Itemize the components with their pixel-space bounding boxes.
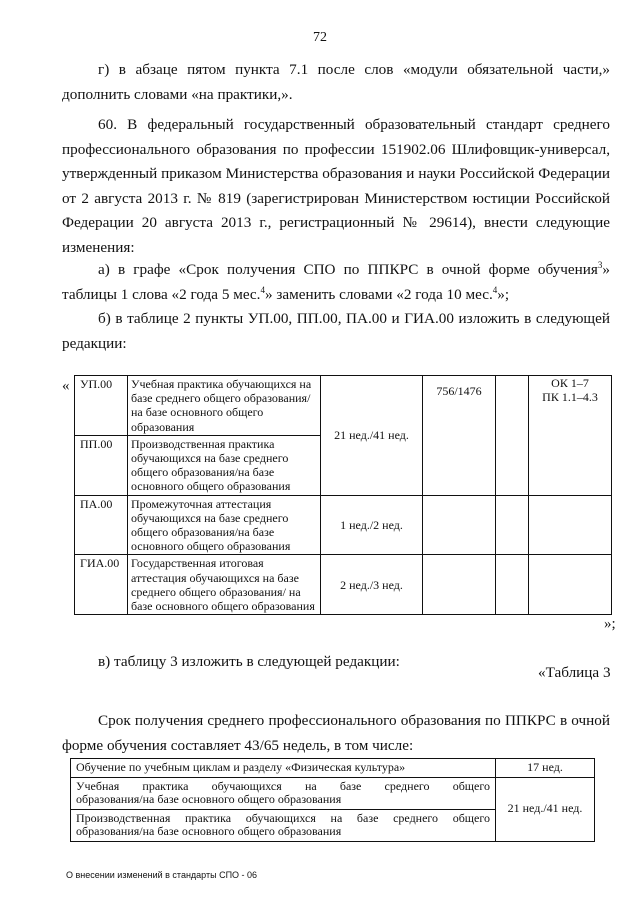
hours-cell: 756/1476 [423,376,496,496]
paragraph-line: 60. В федеральный государственный образовательный стандарт среднего [98,116,610,133]
footer-note: О внесении изменений в стандарты СПО - 06 [66,870,258,880]
caption-line: Срок получения среднего профессионального образования по ППКРС в очной [98,712,610,729]
paragraph-v [62,650,610,675]
row-description: Учебная практика обучающихся на базе среднего общего образования/на базе основного общего образования [128,376,321,436]
page-number: 72 [313,30,327,45]
caption-line: форме обучения составляет 43/65 недель, в том числе: [62,736,414,754]
table-row [75,495,612,555]
hours-cell [423,495,496,555]
quote-close: »; [604,616,616,632]
row-text-line: Учебная практика обучающихся на базе среднего общего [76,778,490,793]
empty-cell [496,495,529,555]
paragraph-60 [62,113,610,260]
duration-cell: 21 нед./41 нед. [321,376,423,496]
table-row [75,376,612,436]
row-text-line: Производственная практика обучающихся на базе среднего общего [76,810,490,825]
paragraph-line: Федерации 20 августа 2013 г., регистрационный № 29614), внести следующие [62,214,610,231]
table-3-label: «Таблица 3 [538,664,611,681]
row-description: Промежуточная аттестация обучающихся на базе среднего общего образования/на базе основного общего образования [128,495,321,555]
row-value: 21 нед./41 нед. [496,777,595,841]
duration-cell: 2 нед./3 нед. [321,555,423,615]
table-row [71,777,595,809]
table-2-excerpt [74,375,612,615]
row-text [71,777,496,809]
row-text: Обучение по учебным циклам и разделу «Физическая культура» [71,759,496,778]
hours-cell [423,555,496,615]
competencies-cell [529,555,612,615]
paragraph-line: таблицы 1 слова «2 года 5 мес.$^4$» заменить словами «2 года 10 мес.$^4$»; [62,284,510,303]
paragraph-line: редакции: [62,334,127,352]
table-3 [70,758,595,842]
paragraph-line: профессионального образования по профессии 151902.06 Шлифовщик-универсал, [62,140,610,158]
paragraph-g [62,58,610,107]
row-value: 17 нед. [496,759,595,778]
competencies-cell [529,376,612,496]
table-row [71,759,595,778]
row-code: ПА.00 [75,495,128,555]
empty-cell [496,376,529,496]
row-text-line: образования/на базе основного общего образования [76,824,342,838]
competency-ok: ОК 1–7 [551,376,589,390]
paragraph-line: изменения: [62,238,135,256]
empty-cell [496,555,529,615]
competency-pk: ПК 1.1–4.3 [542,390,598,405]
row-code: УП.00 [75,376,128,436]
row-description: Производственная практика обучающихся на базе среднего общего образования/на базе основного общего образования [128,435,321,495]
duration-cell: 1 нед./2 нед. [321,495,423,555]
row-text [71,809,496,841]
paragraph-line: от 2 августа 2013 г. № 819 (зарегистрирован Министерством юстиции Российской [62,189,610,207]
row-code: ГИА.00 [75,555,128,615]
paragraph-line: а) в графе «Срок получения СПО по ППКРС в очной форме обучения$^3$» [98,259,610,278]
row-description: Государственная итоговая аттестация обучающихся на базе среднего общего образования/ на базе основного общего образования [128,555,321,615]
paragraph-line: дополнить словами «на практики,». [62,85,293,103]
row-code: ПП.00 [75,435,128,495]
row-text-line: образования/на базе основного общего образования [76,792,342,806]
table-3-caption [62,709,610,758]
paragraph-a [62,258,610,307]
paragraph-line: в) таблицу 3 изложить в следующей редакции: [98,653,400,670]
paragraph-b [62,307,610,356]
paragraph-line: утвержденный приказом Министерства образования и науки Российской Федерации [62,165,610,182]
paragraph-line: г) в абзаце пятом пункта 7.1 после слов «модули обязательной части,» [98,61,610,78]
paragraph-line: б) в таблице 2 пункты УП.00, ПП.00, ПА.00 и ГИА.00 изложить в следующей [98,310,610,327]
competencies-cell [529,495,612,555]
table-row [75,555,612,615]
quote-open: « [62,378,70,394]
